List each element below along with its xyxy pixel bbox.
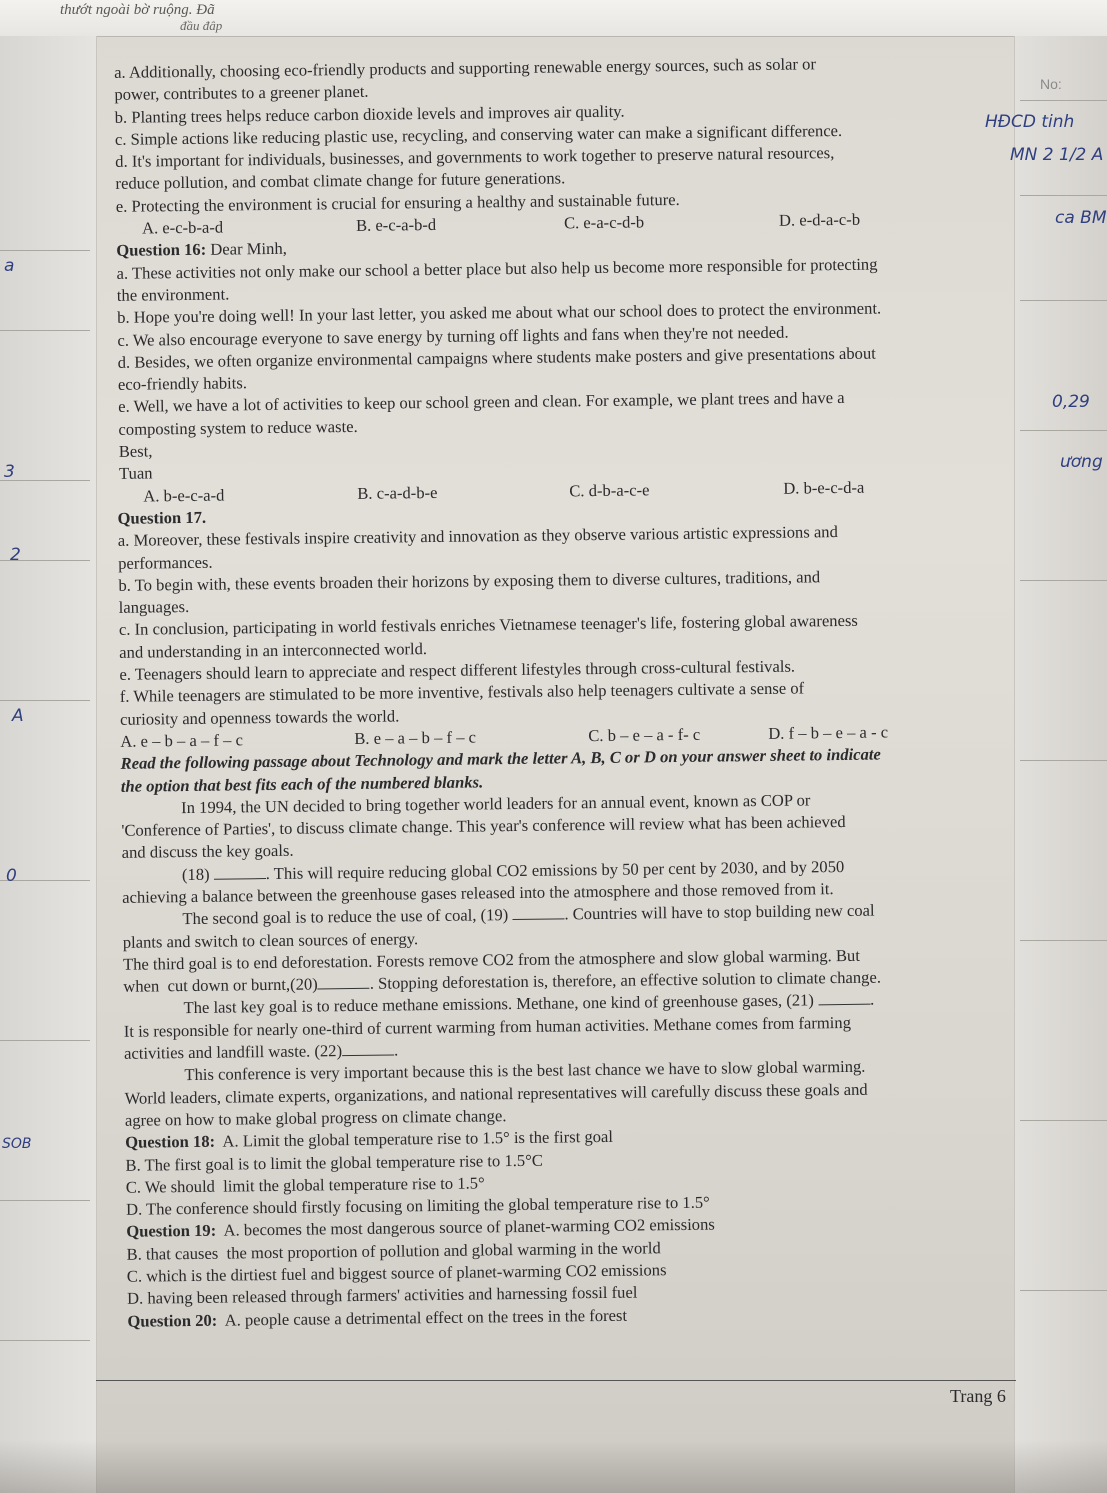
option-c[interactable]: C. d-b-a-c-e [569, 479, 650, 500]
option-d[interactable]: D. b-e-c-d-a [783, 477, 865, 498]
blank-21[interactable] [818, 990, 870, 1006]
passage-text: The last key goal is to reduce methane emissions. Methane, one kind of greenhouse gases, (21) [183, 990, 815, 1018]
handwritten-note: MN 2 1/2 A [1010, 145, 1104, 165]
ruled-line [0, 1200, 90, 1201]
page-number: Trang 6 [950, 1386, 1006, 1406]
passage-line: 'Conference of Parties', to discuss climate change. This year's conference will review what has been achieved [121, 812, 846, 840]
option-a[interactable]: A. becomes the most dangerous source of planet-warming CO2 emissions [223, 1215, 715, 1241]
blank-20[interactable] [318, 974, 370, 990]
passage-text: activities and landfill waste. (22) [123, 1041, 343, 1063]
ruled-line [0, 330, 90, 331]
passage-line: agree on how to make global progress on climate change. [124, 1106, 507, 1130]
ruled-line [1020, 1290, 1107, 1291]
option-c[interactable]: C. e-a-c-d-b [563, 212, 645, 233]
ruled-line [1020, 100, 1107, 101]
passage-line: World leaders, climate experts, organizations, and national representatives will carefully discuss these goals and [124, 1079, 868, 1108]
q17-item: a. Moreover, these festivals inspire creativity and innovation as they observe various artistic expressions and [117, 522, 838, 551]
option-a[interactable]: A. e – b – a – f – c [120, 730, 243, 751]
option-d[interactable]: D. The conference should firstly focusing on limiting the global temperature rise to 1.5° [125, 1192, 710, 1219]
ruled-line [1020, 1120, 1107, 1121]
option-a[interactable]: A. Limit the global temperature rise to 1.5° is the first goal [222, 1127, 614, 1151]
q17-item: f. While teenagers are stimulated to be more inventive, festivals also help teenagers cultivate a sense of [119, 678, 805, 707]
question-title: Question 18: [125, 1131, 216, 1153]
handwritten-note: 0 [6, 866, 17, 886]
exam-text-block [102, 51, 1029, 1333]
passage-text: . This will require reducing global CO2 emissions by 50 per cent by 2030, and by 2050 [265, 856, 845, 883]
q17-item: c. In conclusion, participating in world festivals enriches Vietnamese teenager's life, fostering global awareness [118, 611, 858, 640]
option-b[interactable]: B. c-a-d-b-e [357, 482, 438, 503]
q15-item: reduce pollution, and combat climate change for future generations. [115, 168, 566, 194]
option-d[interactable]: D. having been released through farmers' activities and harnessing fossil fuel [126, 1282, 638, 1309]
option-d[interactable]: D. e-d-a-c-b [778, 209, 861, 230]
blank-22[interactable] [342, 1041, 394, 1057]
q16-item: a. These activities not only make our school a better place but also help us become more responsible for protecting [116, 254, 878, 283]
handwritten-note: ương [1060, 452, 1103, 472]
handwritten-note: SOB [2, 1136, 32, 1152]
left-notebook-margin [0, 36, 97, 1493]
q16-item: b. Hope you're doing well! In your last letter, you asked me about what our school does to protect the environment. [117, 298, 882, 328]
q15-item: a. Additionally, choosing eco-friendly products and supporting renewable energy sources, such as solar or [114, 54, 817, 82]
q15-item: b. Planting trees helps reduce carbon dioxide levels and improves air quality. [114, 101, 625, 127]
handwritten-note: 2 [10, 545, 21, 565]
question-title: Question 20: [127, 1310, 218, 1331]
q16-item: composting system to reduce waste. [118, 416, 358, 439]
ruled-line [1020, 430, 1107, 431]
option-a[interactable]: A. people cause a detrimental effect on the trees in the forest [224, 1305, 628, 1330]
option-b[interactable]: B. that causes the most proportion of pollution and global warming in the world [126, 1237, 661, 1264]
passage-instruction: Read the following passage about Technology and mark the letter A, B, C or D on your answer sheet to indicate [120, 744, 881, 774]
ruled-line [1020, 940, 1107, 941]
q16-item: e. Well, we have a lot of activities to keep our school green and clean. For example, we plant trees and have a [118, 388, 845, 417]
ruled-line [1020, 300, 1107, 301]
no-label: No: [1040, 76, 1062, 92]
previous-page-text: thướt ngoài bờ ruộng. Đã [60, 2, 215, 18]
q17-item: curiosity and openness towards the world. [119, 706, 400, 729]
q16-item: eco-friendly habits. [117, 373, 248, 394]
q17-item: e. Teenagers should learn to appreciate and respect different lifestyles through cross-cultural festivals. [119, 656, 796, 684]
ruled-line [1020, 580, 1107, 581]
previous-page-text-2: đầu đâp [180, 18, 223, 33]
handwritten-note: ca BM [1055, 208, 1107, 228]
q15-item: c. Simple actions like reducing plastic use, recycling, and conserving water can make a significant difference. [114, 120, 843, 149]
q16-item: Best, [118, 441, 153, 461]
q15-item: e. Protecting the environment is crucial for ensuring a healthy and sustainable future. [115, 189, 680, 216]
q16-item: Tuan [118, 463, 153, 484]
previous-page-strip [0, 0, 1107, 37]
option-c[interactable]: C. which is the dirtiest fuel and biggest source of planet-warming CO2 emissions [126, 1260, 667, 1286]
passage-line: The third goal is to end deforestation. Forests remove CO2 from the atmosphere and slow global warming. But [122, 945, 860, 974]
question-title: Question 16: [116, 240, 207, 261]
passage-text: when cut down or burnt,(20) [123, 974, 318, 996]
passage-line: It is responsible for nearly one-third of current warming from human activities. Methane comes from farming [123, 1012, 852, 1041]
handwritten-note: 3 [4, 462, 15, 482]
passage-text: . [393, 1040, 399, 1060]
passage-instruction: the option that best fits each of the numbered blanks. [120, 771, 484, 796]
photo-shadow [0, 1440, 1107, 1493]
ruled-line [1020, 195, 1107, 196]
passage-line: plants and switch to clean sources of energy. [122, 928, 419, 952]
blank-number: (18) [181, 864, 210, 884]
option-b[interactable]: B. e-c-a-b-d [355, 215, 437, 235]
footer-divider [96, 1380, 1016, 1381]
handwritten-note: a [4, 256, 15, 276]
question-title: Question 19: [126, 1221, 217, 1242]
passage-text: . [869, 990, 875, 1010]
blank-19[interactable] [512, 905, 564, 921]
ruled-line [0, 1040, 90, 1041]
q16-item: the environment. [116, 284, 230, 305]
blank-18[interactable] [214, 864, 266, 880]
q17-item: b. To begin with, these events broaden their horizons by exposing them to diverse cultures, traditions, and [118, 567, 821, 595]
q16-item: c. We also encourage everyone to save energy by turning off lights and fans when they're not needed. [117, 322, 789, 350]
passage-line: This conference is very important because this is the best last chance we have to slow global warming. [184, 1057, 866, 1085]
question-title: Question 17. [117, 507, 207, 528]
passage-text: The second goal is to reduce the use of coal, (19) [182, 905, 509, 929]
option-a[interactable]: A. b-e-c-a-d [143, 485, 225, 506]
option-a[interactable]: A. e-c-b-a-d [141, 217, 224, 238]
handwritten-note: HĐCD tinh [985, 112, 1075, 132]
ruled-line [1020, 760, 1107, 761]
option-b[interactable]: B. e – a – b – f – c [354, 727, 477, 748]
ruled-line [0, 250, 90, 251]
passage-text: . Countries will have to stop building new coal [564, 900, 875, 924]
option-c[interactable]: C. We should limit the global temperature rise to 1.5° [125, 1173, 485, 1197]
option-c[interactable]: C. b – e – a - f- c [588, 724, 701, 746]
q15-item: power, contributes to a greener planet. [114, 82, 369, 105]
handwritten-note: 0,29 [1052, 392, 1090, 412]
q17-item: and understanding in an interconnected world. [119, 638, 428, 662]
q16-item: d. Besides, we often organize environmental campaigns where students make posters and give presentations about [117, 343, 876, 372]
passage-line: and discuss the key goals. [121, 841, 294, 863]
ruled-line [0, 700, 90, 701]
option-d[interactable]: D. f – b – e – a - c [768, 722, 889, 743]
passage-line: achieving a balance between the greenhouse gases released into the atmosphere and those removed from it. [122, 879, 834, 907]
handwritten-note: A [12, 706, 24, 726]
q17-item: languages. [118, 597, 190, 617]
q17-item: performances. [118, 552, 213, 573]
option-b[interactable]: B. The first goal is to limit the global temperature rise to 1.5°C [125, 1150, 543, 1175]
letter-salutation: Dear Minh, [210, 239, 287, 260]
q15-item: d. It's important for individuals, businesses, and governments to work together to preserve natural resources, [115, 143, 835, 172]
ruled-line [0, 1340, 90, 1341]
passage-text: . Stopping deforestation is, therefore, an effective solution to climate change. [369, 967, 882, 993]
passage-line: In 1994, the UN decided to bring together world leaders for an annual event, known as COP or [180, 790, 811, 817]
